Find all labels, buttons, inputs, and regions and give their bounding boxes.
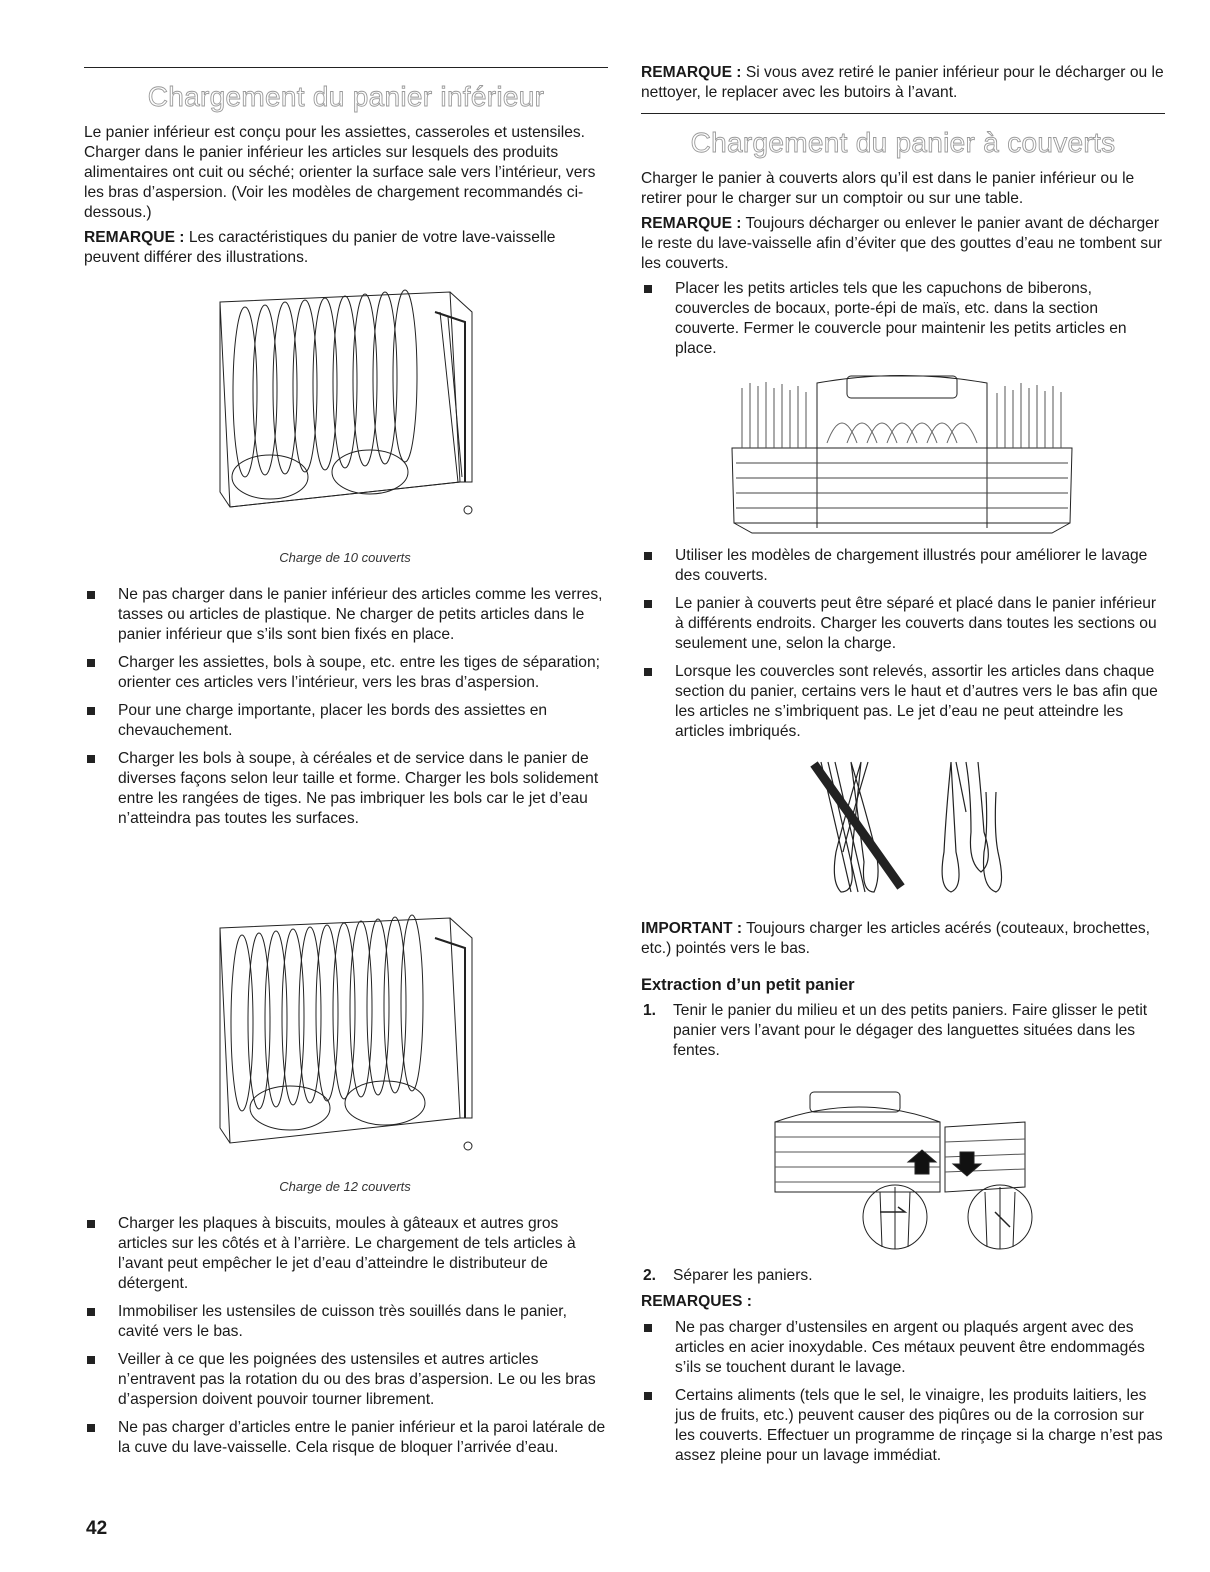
right-top-note-body: Si vous avez retiré le panier inférieur pour le décharger ou le nettoyer, le replacer avec les butoirs à l’avant. [641, 64, 1164, 101]
rack-12-settings-illustration [210, 908, 480, 1158]
left-title-rule [84, 67, 608, 68]
left-bullet-2-1: Charger les plaques à biscuits, moules à gâteaux et autres gros articles sur les côtés et à l’arrière. Le chargement de tels articles à l’avant peut empêcher le jet d’eau d’atteindre le distributeur de détergent. [84, 1214, 610, 1294]
important-body: Toujours charger les articles acérés (couteaux, brochettes, etc.) pointés vers le bas. [641, 920, 1151, 957]
step-1-text: Tenir le panier du milieu et un des petits paniers. Faire glisser le petit panier vers l’avant pour le dégager des languettes situées dans les fentes. [673, 1002, 1148, 1059]
steps-1 [641, 1001, 1165, 1061]
remove-basket-heading: Extraction d’un petit panier [641, 976, 855, 994]
caption-12-settings: Charge de 12 couverts [279, 1179, 411, 1194]
remark-2: Certains aliments (tels que le sel, le vinaigre, les produits laitiers, les jus de fruits, etc.) peuvent causer des piqûres ou de la corrosion sur les couverts. Effectuer un programme de rinçage si la charge n’est pas assez pleine pour un lavage immédiat. [641, 1386, 1165, 1466]
important-text [641, 919, 1165, 959]
right-top-note [641, 63, 1165, 103]
right-note [641, 214, 1165, 274]
right-top-note-text [641, 63, 1165, 103]
left-section-title: Chargement du panier inférieur [147, 81, 545, 112]
caption-10-settings: Charge de 10 couverts [279, 550, 411, 565]
right-top-note-label: REMARQUE : [641, 64, 742, 81]
right-bullet-2-2: Le panier à couverts peut être séparé et placé dans le panier inférieur à différents endroits. Charger les couverts dans toutes les sections ou seulement une, selon la charge. [641, 594, 1165, 654]
rack-10-settings-illustration [210, 282, 480, 522]
left-bullet-2-4: Ne pas charger d’articles entre le panier inférieur et la paroi latérale de la cuve du lave-vaisselle. Cela risque de bloquer l’arrivée d’eau. [84, 1418, 610, 1458]
right-note-text: Toujours décharger ou enlever le panier avant de décharger le reste du lave-vaisselle afin d’éviter que des gouttes d’eau ne tombent sur les couverts. [641, 215, 1162, 272]
right-section-title: Chargement du panier à couverts [690, 127, 1116, 158]
basket-separation-illustration [770, 1082, 1040, 1252]
right-bullet-2-1: Utiliser les modèles de chargement illustrés pour améliorer le lavage des couverts. [641, 546, 1165, 586]
left-note [84, 228, 610, 268]
right-title-rule [641, 113, 1165, 114]
steps-2 [641, 1266, 1165, 1466]
right-intro [641, 169, 1165, 359]
spoon-nesting-illustration [806, 752, 1016, 900]
left-bullet-1-2: Charger les assiettes, bols à soupe, etc. entre les tiges de séparation; orienter ces articles vers l’intérieur, vers les bras d’aspersion. [84, 653, 610, 693]
left-note-label: REMARQUE : [84, 229, 185, 246]
step-2-text: Séparer les paniers. [673, 1267, 813, 1284]
left-intro [84, 123, 610, 268]
left-note-text: Les caractéristiques du panier de votre lave-vaisselle peuvent différer des illustrations. [84, 229, 556, 266]
right-bullets-2 [641, 546, 1165, 742]
left-bullets-1 [84, 585, 610, 829]
remarks-label: REMARQUES : [641, 1293, 752, 1310]
left-bullet-1-4: Charger les bols à soupe, à céréales et de service dans le panier de diverses façons selon leur taille et forme. Charger les bols solidement entre les rangées de tiges. Ne pas imbriquer les bols car le jet d’eau n’atteindra pas toutes les surfaces. [84, 749, 610, 829]
left-bullets-2 [84, 1214, 610, 1458]
step-1 [641, 1001, 1165, 1061]
remark-1: Ne pas charger d’ustensiles en argent ou plaqués argent avec des articles en acier inoxydable. Ces métaux peuvent être endommagés s’ils se touchent durant le lavage. [641, 1318, 1165, 1378]
right-bullet-2-3: Lorsque les couvercles sont relevés, assortir les articles dans chaque section du panier, certains vers le haut et d’autres vers le bas afin que les articles ne s’imbriquent pas. Le jet d’eau ne peut atteindre les articles imbriqués. [641, 662, 1165, 742]
right-note-label: REMARQUE : [641, 215, 742, 232]
important-note [641, 919, 1165, 959]
page-number: 42 [86, 1518, 108, 1539]
left-bullet-1-1: Ne pas charger dans le panier inférieur des articles comme les verres, tasses ou articles de plastique. Ne charger de petits articles dans le panier inférieur que s’ils sont bien fixés en place. [84, 585, 610, 645]
step-1-number: 1. [643, 1002, 657, 1019]
right-bullet-1-1: Placer les petits articles tels que les capuchons de biberons, couvercles de bocaux, porte-épi de maïs, etc. dans la section couverte. Fermer le couvercle pour maintenir les petits articles en place. [641, 279, 1165, 359]
left-bullet-2-3: Veiller à ce que les poignées des ustensiles et autres articles n’entravent pas la rotation du ou des bras d’aspersion. Le ou les bras d’aspersion doivent pouvoir tourner librement. [84, 1350, 610, 1410]
right-intro-text: Charger le panier à couverts alors qu’il est dans le panier inférieur ou le retirer pour le charger sur un comptoir ou sur une table. [641, 170, 1135, 207]
important-label: IMPORTANT : [641, 920, 743, 937]
step-2 [641, 1266, 1165, 1286]
left-intro-text: Le panier inférieur est conçu pour les assiettes, casseroles et ustensiles. Charger dans le panier inférieur les articles sur lesquels des produits alimentaires ont cuit ou séché; orienter la surface sale vers l’intérieur, vers les bras d’aspersion. (Voir les modèles de chargement recommandés ci-dessous.) [84, 124, 596, 221]
left-bullet-1-3: Pour une charge importante, placer les bords des assiettes en chevauchement. [84, 701, 610, 741]
left-bullet-2-2: Immobiliser les ustensiles de cuisson très souillés dans le panier, cavité vers le bas. [84, 1302, 610, 1342]
step-2-number: 2. [643, 1267, 657, 1284]
silverware-basket-illustration [722, 368, 1082, 538]
